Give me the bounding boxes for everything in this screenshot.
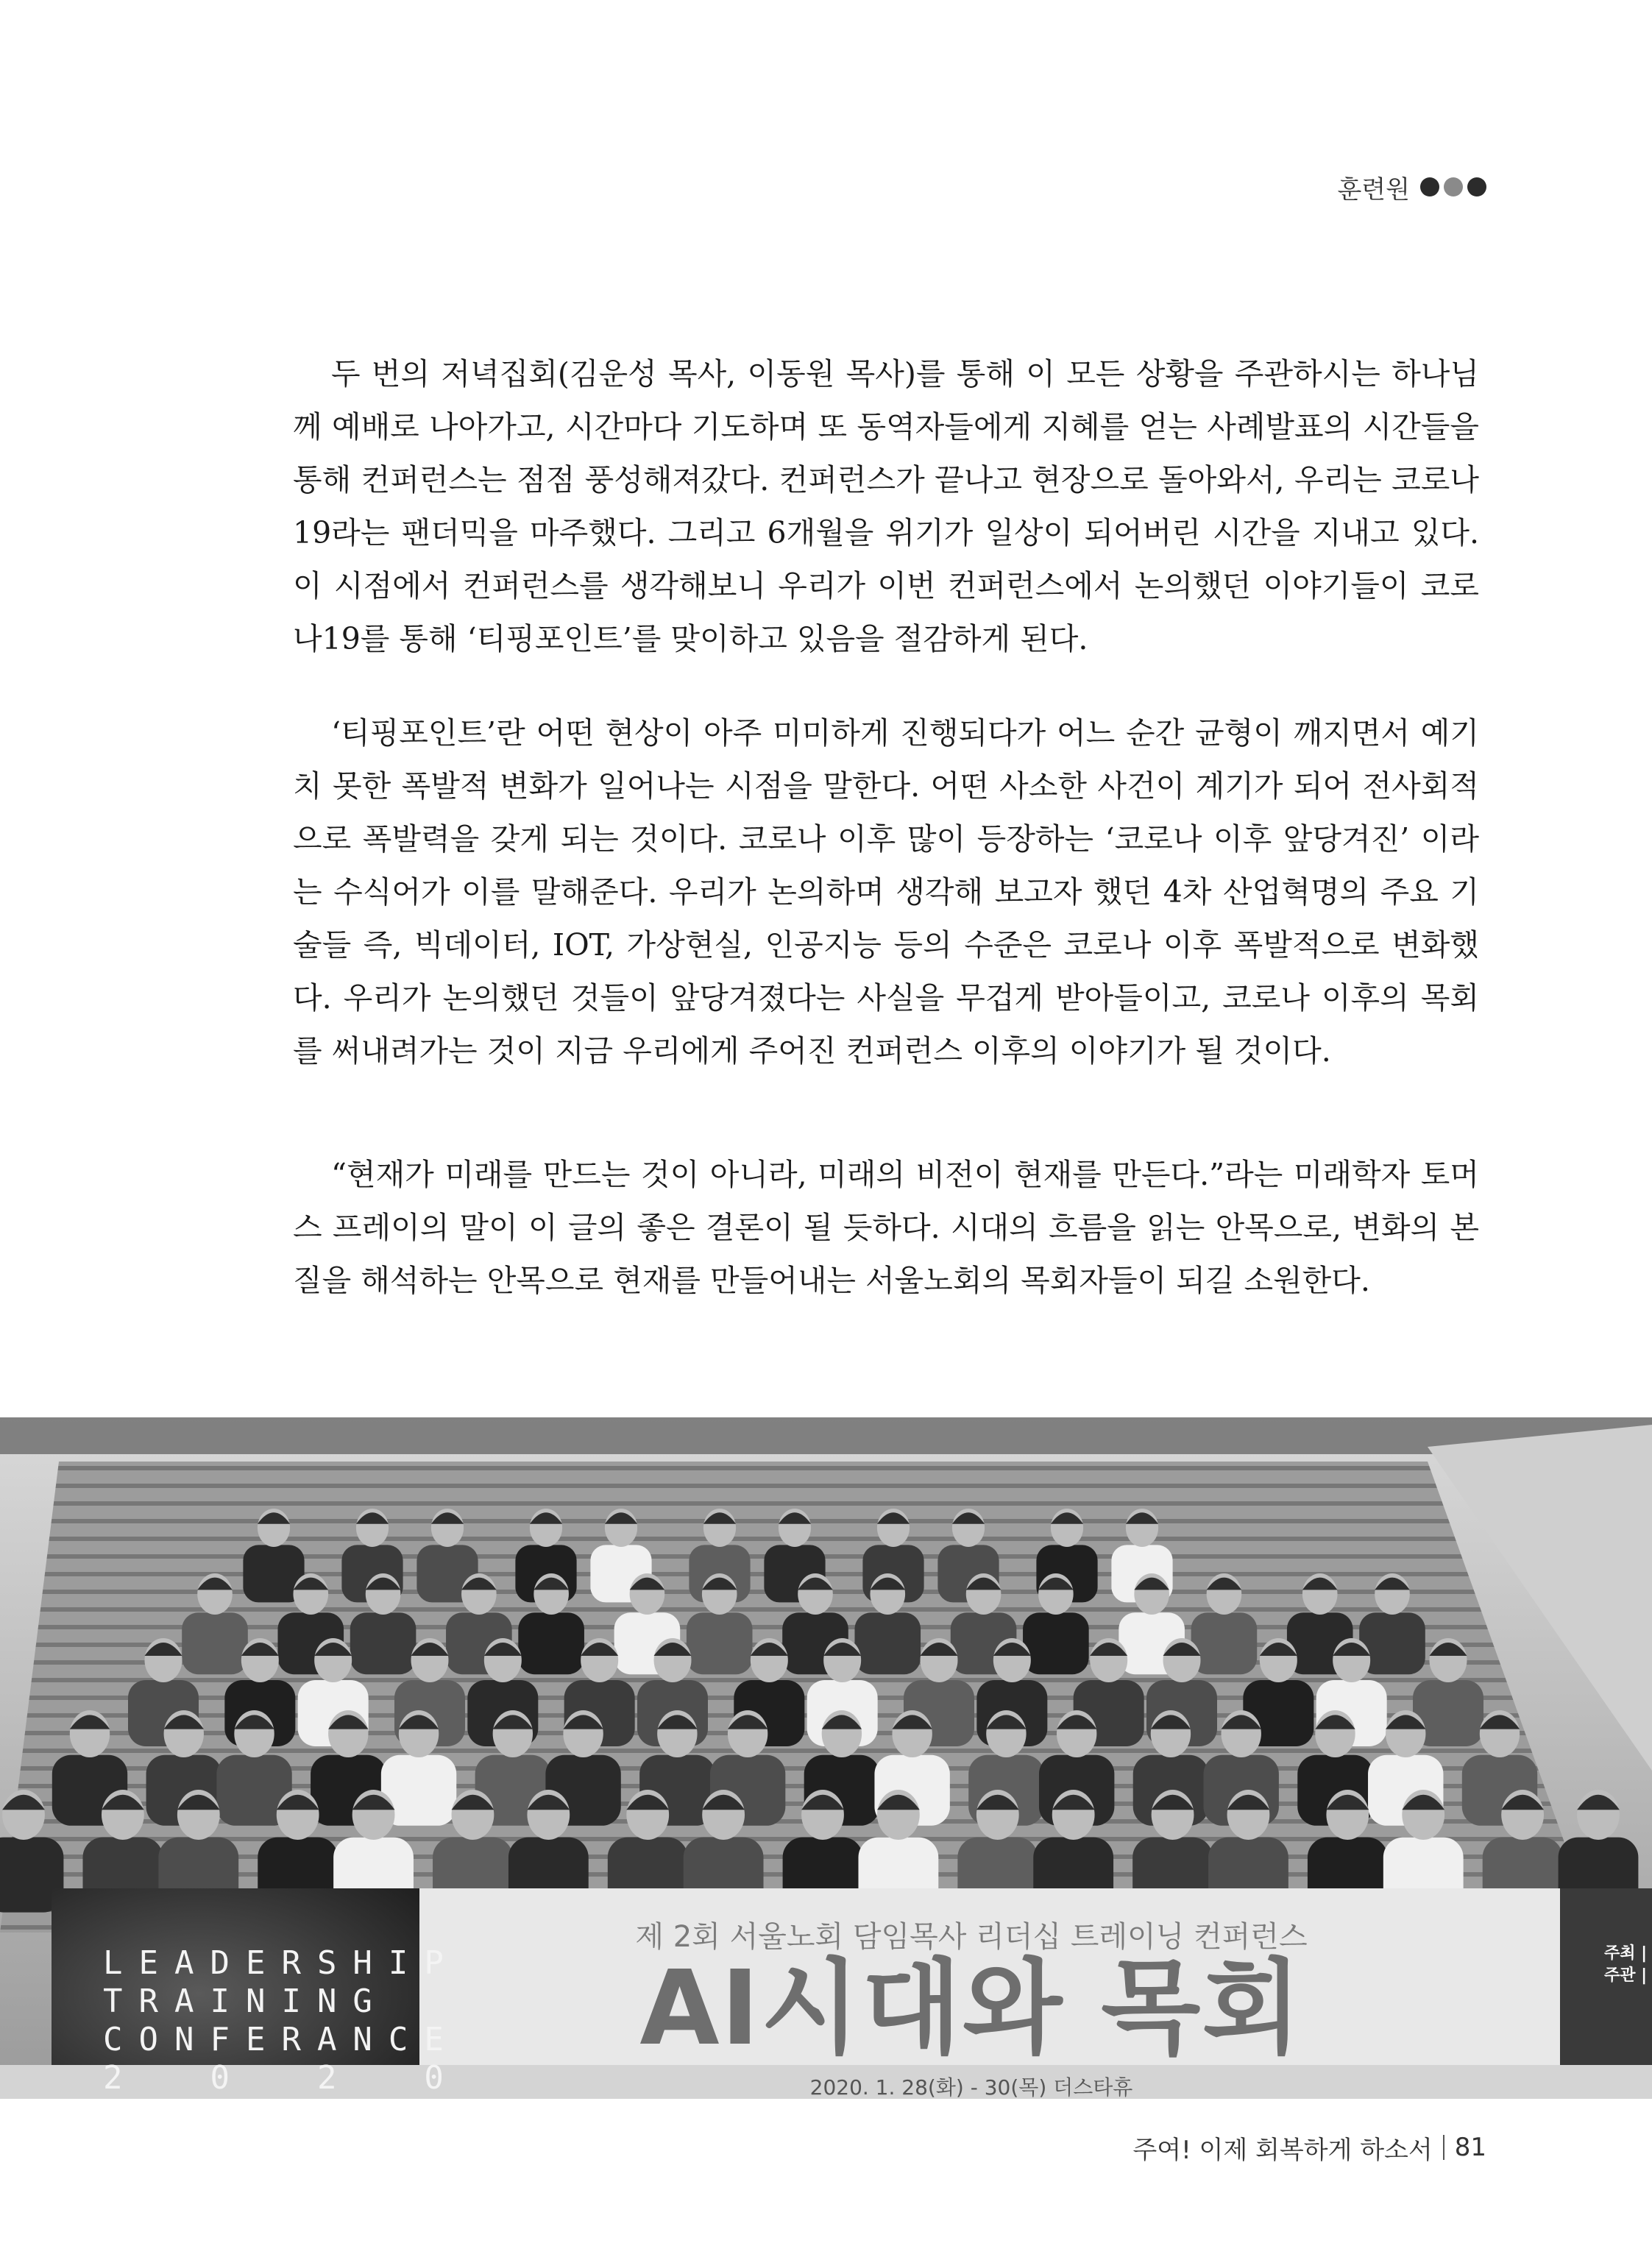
paragraph-1: 두 번의 저녁집회(김운성 목사, 이동원 목사)를 통해 이 모든 상황을 주관하시는 하나님께 예배로 나아가고, 시간마다 기도하며 또 동역자들에게 지혜를 얻는 사례발표의 시간들을 통해 컨퍼런스는 점점 풍성해져갔다. 컨퍼런스가 끝나고 현장으로 돌아와서, 우리는 코로나19라는 팬더믹을 마주했다. 그리고 6개월을 위기가 일상이 되어버린 시간을 지내고 있다. 이 시점에서 컨퍼런스를 생각해보니 우리가 이번 컨퍼런스에서 논의했던 이야기들이 코로나19를 통해 ‘티핑포인트’를 맞이하고 있음을 절감하게 된다.: [293, 356, 1479, 656]
paragraph-2: ‘티핑포인트’란 어떤 현상이 아주 미미하게 진행되다가 어느 순간 균형이 깨지면서 예기치 못한 폭발적 변화가 일어나는 시점을 말한다. 어떤 사소한 사건이 계기가 되어 전사회적으로 폭발력을 갖게 되는 것이다. 코로나 이후 많이 등장하는 ‘코로나 이후 앞당겨진’ 이라는 수식어가 이를 말해준다. 우리가 논의하며 생각해 보고자 했던 4차 산업혁명의 주요 기술들 즉, 빅데이터, IOT, 가상현실, 인공지능 등의 수준은 코로나 이후 폭발적으로 변화했다. 우리가 논의했던 것들이 앞당겨졌다는 사실을 무겁게 받아들이고, 코로나 이후의 목회를 써내려가는 것이 지금 우리에게 주어진 컨퍼런스 이후의 이야기가 될 것이다.: [293, 715, 1479, 1069]
banner-leadership-text: LEADERSHIP TRAINING CONFERANCE 2 0 2: [103, 1944, 460, 2097]
person-body: [350, 1612, 416, 1674]
dot-icon: [1444, 177, 1463, 196]
person-body: [182, 1612, 248, 1674]
dot-icon: [1420, 177, 1439, 196]
page-number: 81: [1454, 2133, 1486, 2162]
footer-divider: [1443, 2135, 1444, 2160]
section-label: 훈련원: [1337, 174, 1410, 205]
running-header: [1337, 165, 1486, 209]
paragraph-3: “현재가 미래를 만드는 것이 아니라, 미래의 비전이 현재를 만든다.”라는 미래학자 토머스 프레이의 말이 이 글의 좋은 결론이 될 듯하다. 시대의 흐름을 읽는 안목으로, 변화의 본질을 해석하는 안목으로 현재를 만들어내는 서울노회의 목회자들이 되길 소원한다.: [293, 1157, 1479, 1298]
banner-organizer: 주최 | 주관 |: [1604, 1944, 1648, 1985]
banner-title: AI시대와 목회: [639, 1949, 1303, 2069]
banner-date: 2020. 1. 28(화) - 30(목) 더스타휴: [809, 2075, 1133, 2100]
person-body: [854, 1612, 921, 1674]
person-body: [687, 1612, 753, 1674]
article-body: [293, 347, 1479, 1348]
dot-icon: [1467, 177, 1486, 196]
book-title: 주여! 이제 회복하게 하소서: [1132, 2135, 1433, 2165]
header-dots: [1420, 177, 1486, 196]
person-body: [1191, 1612, 1258, 1674]
person-body: [518, 1612, 584, 1674]
banner-subtitle: 제 2회 서울노회 담임목사 리더십 트레이닝 컨퍼런스: [635, 1920, 1308, 1954]
person-body: [1023, 1612, 1089, 1674]
running-footer: [1132, 2125, 1486, 2169]
